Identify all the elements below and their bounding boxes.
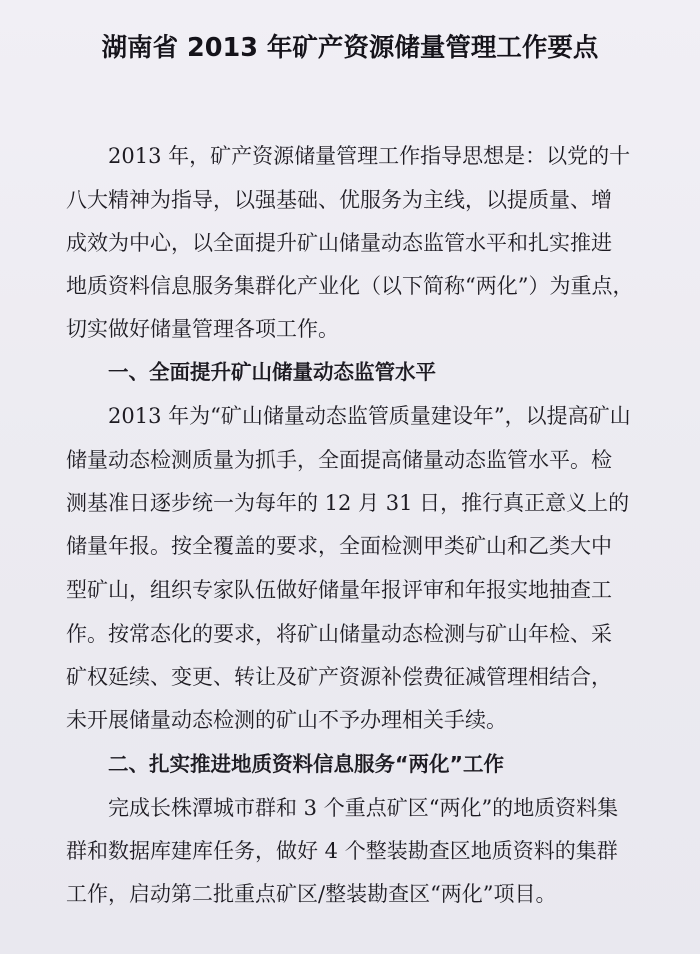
section-1-line: 2013 年为“矿山储量动态监管质量建设年”，以提高矿山 <box>108 404 631 428</box>
section-1-line: 测基准日逐步统一为每年的 12 月 31 日，推行真正意义上的 <box>66 491 630 515</box>
intro-line: 成效为中心，以全面提升矿山储量动态监管水平和扎实推进 <box>66 231 612 255</box>
intro-line: 地质资料信息服务集群化产业化（以下简称“两化”）为重点， <box>66 274 634 298</box>
section-1-line: 矿权延续、变更、转让及矿产资源补偿费征减管理相结合， <box>66 665 612 689</box>
section-1-heading: 一、全面提升矿山储量动态监管水平 <box>108 360 436 384</box>
intro-line: 切实做好储量管理各项工作。 <box>66 317 339 341</box>
section-1-line: 未开展储量动态检测的矿山不予办理相关手续。 <box>66 708 507 732</box>
document-title: 湖南省 2013 年矿产资源储量管理工作要点 <box>101 33 599 63</box>
section-2-line: 群和数据库建库任务，做好 4 个整装勘查区地质资料的集群 <box>66 839 618 863</box>
section-2-heading: 二、扎实推进地质资料信息服务“两化”工作 <box>108 752 504 776</box>
intro-line: 2013 年，矿产资源储量管理工作指导思想是：以党的十 <box>108 144 631 168</box>
intro-line: 八大精神为指导，以强基础、优服务为主线，以提质量、增 <box>66 188 612 212</box>
section-1-line: 储量动态检测质量为抓手，全面提高储量动态监管水平。检 <box>66 448 612 472</box>
section-1-line: 作。按常态化的要求，将矿山储量动态检测与矿山年检、采 <box>66 622 612 646</box>
section-1-line: 储量年报。按全覆盖的要求，全面检测甲类矿山和乙类大中 <box>66 534 612 558</box>
section-2-line: 工作，启动第二批重点矿区/整装勘查区“两化”项目。 <box>66 882 557 906</box>
section-2-line: 完成长株潭城市群和 3 个重点矿区“两化”的地质资料集 <box>108 796 619 820</box>
section-1-line: 型矿山，组织专家队伍做好储量年报评审和年报实地抽查工 <box>66 578 612 602</box>
